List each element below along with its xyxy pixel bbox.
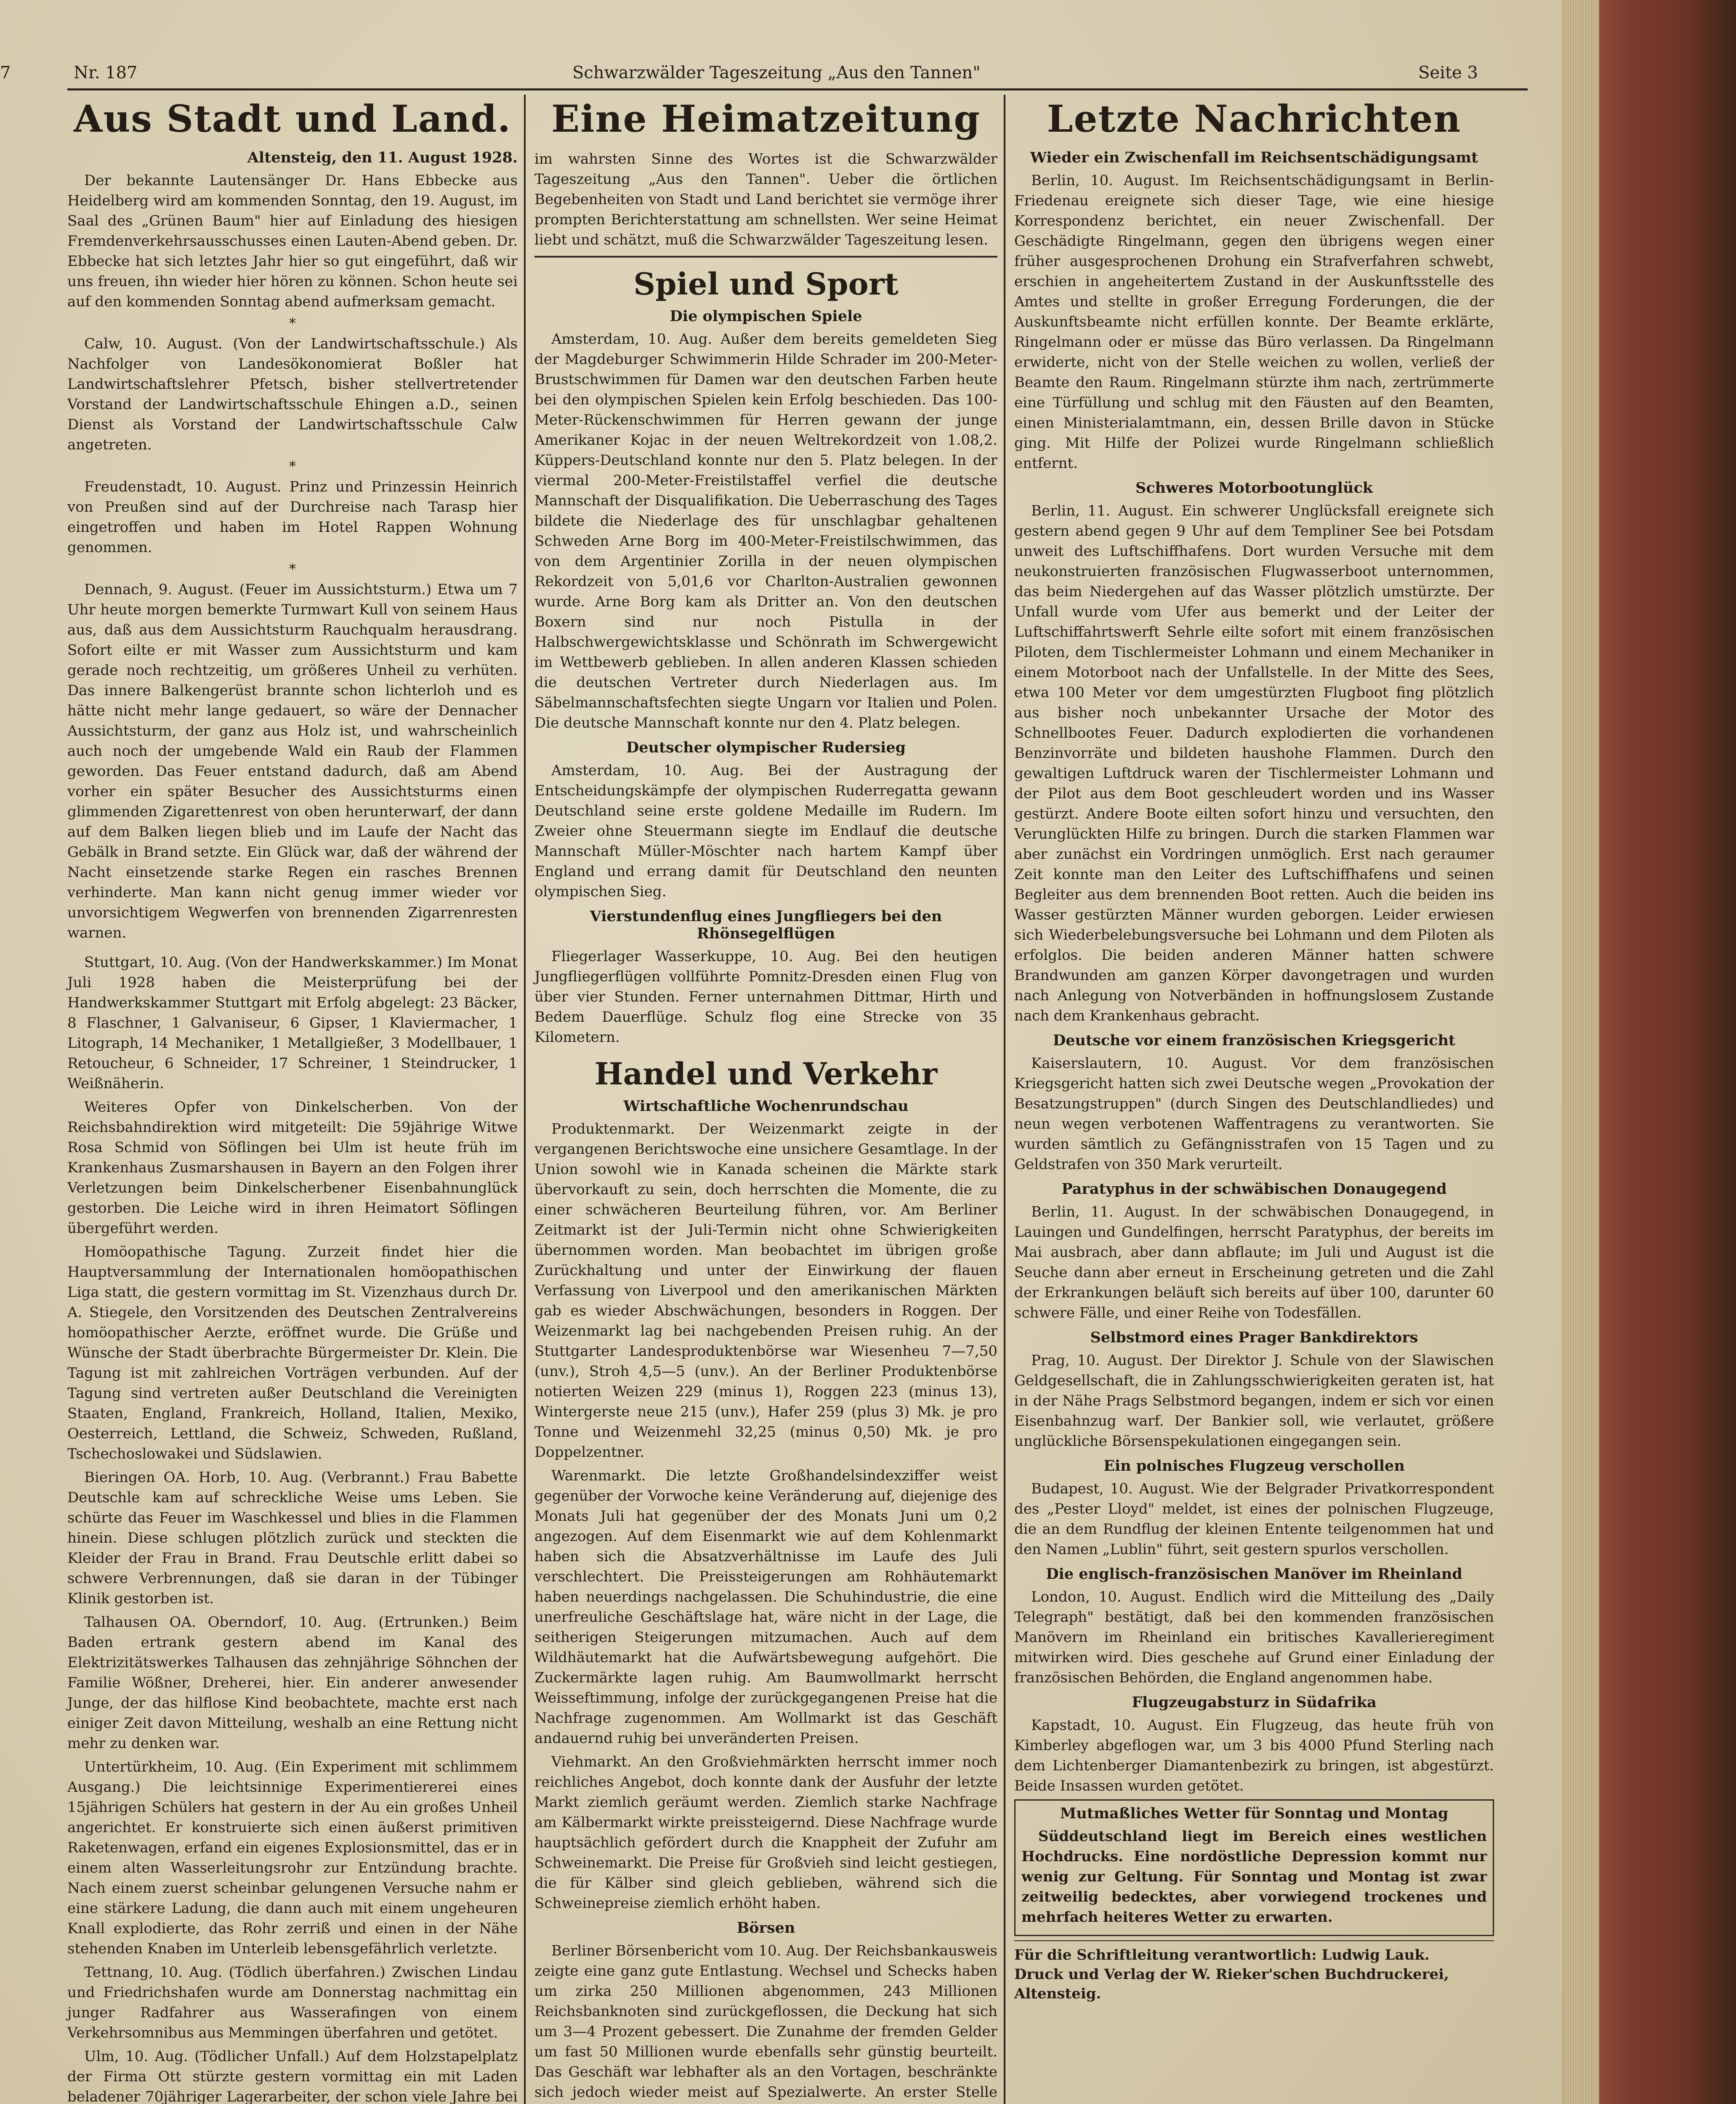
article: Fliegerlager Wasserkuppe, 10. Aug. Bei den heutigen Jungfliegerflügen vollführte Pomnitz-Dresden einen Flug von über vier Stunden. Ferner unternahmen Dittmar, Hirth und Bedem Dauerflüge. Schulz flog eine Strecke von 35 Kilometern. (534, 948, 997, 1046)
column-local-news (67, 97, 518, 2104)
article: Dennach, 9. August. (Feuer im Aussichtsturm.) Etwa um 7 Uhr heute morgen bemerkte Turmwart Kull von seinem Haus aus, daß aus dem Aussichtsturm Rauchqualm herausdrang. Sofort eilte er mit Wasser zum Aussichtsturm und kam gerade noch rechtzeitig, um größeres Unheil zu verhüten. Das innere Balkengerüst brannte schon lichterloh und es hätte nicht mehr lange gedauert, so wäre der Dennacher Aussichtsturm, der ganz aus Holz ist, und wahrscheinlich auch noch der umgebende Wald ein Raub der Flammen geworden. Das Feuer entstand dadurch, daß am Abend vorher ein später Besucher des Aussichtsturms einen glimmenden Zigarettenrest von oben herunterwarf, der dann auf dem Balken liegen blieb und im Laufe der Nacht das Gebälk in Brand setzte. Ein Glück war, daß der während der Nacht einsetzende starke Regen ein rasches Brennen verhinderte. Man kann nicht genug immer wieder vor unvorsichtigem Wegwerfen von brennenden Zigarrenresten warnen. (67, 581, 518, 941)
section-title-sport: Spiel und Sport (633, 266, 899, 302)
subheading: Die englisch-französischen Manöver im Rheinland (1046, 1565, 1462, 1583)
article: Kaiserslautern, 10. August. Vor dem französischen Kriegsgericht hatten sich zwei Deutsche wegen „Provokation der Besatzungstruppen" (durch Singen des Deutschlandliedes) und neun wegen verbotenen Waffentragens zu verantworten. Sie wurden sämtlich zu Gefängnisstrafen von 15 Tagen und zu Geldstrafen von 350 Mark verurteilt. (1014, 1055, 1494, 1173)
article: Berliner Börsenbericht vom 10. Aug. Der Reichsbankausweis zeigte eine ganz gute Entlastung. Wechsel und Schecks haben um zirka 250 Millionen abgenommen, 243 Millionen Reichsbanknoten sind zurückgeflossen, die Deckung hat sich um 3—4 Prozent gebessert. Die Zunahme der fremden Gelder um fast 50 Millionen wurde ebenfalls sehr günstig beurteilt. Das Geschäft war lebhafter als an den Vortagen, beschränkte sich jedoch wieder meist auf Spezialwerte. An erster Stelle (534, 1942, 997, 2101)
editor-credit: Für die Schriftleitung verantwortlich: Ludwig Lauk. (1014, 1947, 1430, 1963)
article: Freudenstadt, 10. August. Prinz und Prinzessin Heinrich von Preußen sind auf der Durchreise nach Tarasp hier eingetroffen und haben im Hotel Rappen Wohnung genommen. (67, 478, 518, 556)
article: Berlin, 11. August. Ein schwerer Unglücksfall ereignete sich gestern abend gegen 9 Uhr auf dem Templiner See bei Potsdam unweit des Luftschiffhafens. Dort wurden Versuche mit dem neukonstruierten französischen Flugwasserboot unternommen, das beim Niedergehen auf das Wasser plötzlich umstürzte. Der Unfall wurde vom Ufer aus bemerkt und der Leiter der Luftschiffahrtswerft Sehrle eilte sofort mit einem französischen Piloten, dem Tischlermeister Lohmann und einem Mechaniker in einem Motorboot nach der Unfallstelle. In der Mitte des Sees, etwa 100 Meter vor dem umgestürzten Flugboot fing plötzlich aus bisher noch unbekannter Ursache der Motor des Schnellbootes Feuer. Dadurch explodierten die vorhandenen Benzinvorräte und bildeten haushohe Flammen. Durch den gewaltigen Luftdruck waren der Tischlermeister Lohmann und der Pilot aus dem Boot geschleudert worden und ins Wasser gestürzt. Andere Boote eilten sofort hinzu und versuchten, den Verunglückten Hilfe zu bringen. Durch die starken Flammen war aber zunächst ein Vordringen unmöglich. Erst nach geraumer Zeit konnte man den Leiter des Luftschiffhafens und seinen Begleiter aus dem brennenden Boot retten. Auch die beiden ins Wasser gestürzten Männer wurden geborgen. Leider erwiesen sich Wiederbelebungsversuche bei Lohmann und dem Piloten als erfolglos. Die beiden anderen Männer hatten schwere Brandwunden am ganzen Körper davongetragen und wurden nach Anlegung von Notverbänden in hoffnungslosem Zustande nach dem Krankenhaus gebracht. (1014, 502, 1494, 1024)
column-latest-news (1014, 97, 1494, 2003)
publisher-credit: Druck und Verlag der W. Rieker'schen Buchdruckerei, Altensteig. (1014, 1966, 1449, 2002)
article: Prag, 10. August. Der Direktor J. Schule von der Slawischen Geldgesellschaft, die in Zahlungsschwierigkeiten geraten ist, hat in der Nähe Prags Selbstmord begangen, indem er sich vor einen Eisenbahnzug warf. Der Bankier soll, wie verlautet, größere unglückliche Börsenspekulationen eingegangen sein. (1014, 1352, 1494, 1450)
subheading: Die olympischen Spiele (670, 308, 862, 325)
dateline: Altensteig, den 11. August 1928. (247, 149, 518, 166)
article: Talhausen OA. Oberndorf, 10. Aug. (Ertrunken.) Beim Baden ertrank gestern abend im Kanal des Elektrizitätswerkes Talhausen das zehnjährige Söhnchen der Familie Wößner, Dreherei, hier. Ein anderer anwesender Junge, der das hilflose Kind beobachtete, machte erst nach einiger Zeit davon Mitteilung, weshalb an eine Rettung nicht mehr zu denken war. (67, 1614, 518, 1752)
article: Untertürkheim, 10. Aug. (Ein Experiment mit schlimmem Ausgang.) Die leichtsinnige Experimentiererei eines 15jährigen Schülers hat gestern in der Au ein großes Unheil angerichtet. Er konstruierte sich einen äußerst primitiven Raketenwagen, erfand ein eigenes Explosionsmittel, das er in einem alten Wasserleitungsrohr zur Entzündung brachte. Nach einem zuerst scheinbar gelungenen Versuche nahm er eine stärkere Ladung, die dann auch mit einem ungeheuren Knall explodierte, das Rohr zerriß und einen in der Nähe stehenden Knaben im Unterleib lebensgefährlich verletzte. (67, 1759, 518, 1957)
section-title-heimatzeitung: Eine Heimatzeitung (551, 97, 981, 141)
separator-star: * (289, 561, 296, 577)
book-binding (1561, 0, 1736, 2104)
section-title-local: Aus Stadt und Land. (74, 97, 511, 141)
subheading: Flugzeugabsturz in Südafrika (1132, 1694, 1377, 1711)
footer-rule (1014, 1940, 1494, 1941)
subheading: Deutscher olympischer Rudersieg (626, 739, 906, 756)
weather-text: Süddeutschland liegt im Bereich eines westlichen Hochdrucks. Eine nordöstliche Depression kommt nur wenig zur Geltung. Für Sonntag und Montag ist zwar zeitweilig bedecktes, aber vorwiegend trockenes und mehrfach heiteres Wetter zu erwarten. (1021, 1828, 1487, 1926)
article: Stuttgart, 10. Aug. (Von der Handwerkskammer.) Im Monat Juli 1928 haben die Meisterprüfung bei der Handwerkskammer Stuttgart mit Erfolg abgelegt: 23 Bäcker, 8 Flaschner, 1 Galvaniseur, 6 Gipser, 1 Klaviermacher, 1 Litograph, 14 Mechaniker, 1 Metallgießer, 3 Modellbauer, 1 Retoucheur, 6 Schneider, 17 Schreiner, 1 Steindrucker, 1 Weißnäherin. (67, 954, 518, 1092)
newspaper-name: Schwarzwälder Tageszeitung „Aus den Tannen" (572, 63, 981, 82)
subheading: Selbstmord eines Prager Bankdirektors (1090, 1329, 1418, 1346)
subheading: Wirtschaftliche Wochenrundschau (623, 1097, 909, 1115)
article: London, 10. August. Endlich wird die Mitteilung des „Daily Telegraph" bestätigt, daß bei den kommenden französischen Manövern im Rheinland ein britisches Kavallerieregiment mitwirken wird. Dies geschehe auf Grund einer Einladung der französischen Behörden, die England angenommen habe. (1014, 1589, 1494, 1686)
article: Viehmarkt. An den Großviehmärkten herrscht immer noch reichliches Angebot, doch konnte dank der Ausfuhr der letzte Markt ziemlich geräumt werden. Ziemlich starke Nachfrage am Kälbermarkt wirkte preissteigernd. Diese Nachfrage wurde hauptsächlich gefördert durch die Knappheit der Zufuhr am Schweinemarkt. Die Preise für Großvieh sind leicht gestiegen, die für Kälber sind gleich geblieben, während sich die Schweinepreise ziemlich erhöht haben. (534, 1753, 997, 1912)
article: Kapstadt, 10. August. Ein Flugzeug, das heute früh von Kimberley abgeflogen war, um 3 bis 4000 Pfund Sterling nach dem Lichtenberger Diamantenbezirk zu bringen, ist abgestürzt. Beide Insassen wurden getötet. (1014, 1717, 1494, 1794)
article: Produktenmarkt. Der Weizenmarkt zeigte in der vergangenen Berichtswoche eine unsichere Gesamtlage. In der Union sowohl wie in Kanada scheinen die Märkte stark übervorkauft zu sein, doch herrschten die Momente, die zu einer schwächeren Beurteilung führen, vor. Am Berliner Zeitmarkt ist der Juli-Termin nicht ohne Schwierigkeiten übernommen worden. Man beobachtet im übrigen große Zurückhaltung und unter der Einwirkung der flauen Verfassung von Liverpool und den amerikanischen Märkten gab es wieder Abschwächungen, besonders in Roggen. Der Weizenmarkt lag bei nachgebenden Preisen ruhig. An der Stuttgarter Landesproduktenbörse war Wiesenheu 7—7,50 (unv.), Stroh 4,5—5 (unv.). An der Berliner Produktenbörse notierten Weizen 229 (minus 1), Roggen 223 (minus 13), Wintergerste neue 215 (unv.), Hafer 259 (plus 3) Mk. je pro Tonne und Weizenmehl 32,25 (minus 0,50) Mk. je pro Doppelzentner. (534, 1121, 997, 1461)
subheading: Börsen (736, 1919, 795, 1937)
article: Amsterdam, 10. Aug. Außer dem bereits gemeldeten Sieg der Magdeburger Schwimmerin Hilde Schrader im 200-Meter-Brustschwimmen für Damen war den deutschen Farben heute bei den olympischen Spielen kein Erfolg beschieden. Das 100-Meter-Rückenschwimmen für Herren gewann der junge Amerikaner Kojac in der neuen Weltrekordzeit von 1.08,2. Küppers-Deutschland konnte nur den 5. Platz belegen. In der viermal 200-Meter-Freistilstaffel verfiel die deutsche Mannschaft der Disqualifikation. Die Ueberraschung des Tages bildete die Niederlage des für unschlagbar gehaltenen Schweden Arne Borg im 400-Meter-Freistilschwimmen, das von dem Argentinier Zorilla in der neuen olympischen Rekordzeit von 5,01,6 vor Charlton-Australien gewonnen wurde. Arne Borg kam als Dritter an. Von den deutschen Boxern sind nur noch Pistulla in der Halbschwergewichtsklasse und Schönrath im Schwergewicht im Wettbewerb geblieben. In allen anderen Klassen schieden die deutschen Vertreter durch Niederlagen aus. Im Säbelmannschaftsfechten siegte Ungarn vor Italien und Polen. Die deutsche Mannschaft konnte nur den 4. Platz belegen. (534, 331, 997, 731)
section-title-trade: Handel und Verkehr (594, 1056, 938, 1092)
subheading: Deutsche vor einem französischen Kriegsgericht (1053, 1032, 1456, 1049)
subheading: Schweres Motorbootunglück (1135, 479, 1373, 497)
subheading: Paratyphus in der schwäbischen Donaugegend (1061, 1180, 1447, 1198)
article: Homöopathische Tagung. Zurzeit findet hier die Hauptversammlung der Internationalen homöopathischen Liga statt, die gestern vormittag im St. Vizenzhaus durch Dr. A. Stiegele, den Vorsitzenden des Deutschen Zentralvereins homöopathischer Aerzte, eröffnet wurde. Die Grüße und Wünsche der Stadt überbrachte Bürgermeister Dr. Klein. Die Tagung ist mit zahlreichen Vorträgen verbunden. Auf der Tagung sind vertreten außer Deutschland die Vereinigten Staaten, England, Frankreich, Holland, Italien, Mexiko, Oesterreich, Lettland, die Schweiz, Schweden, Rußland, Tschechoslowakei und Südslawien. (67, 1243, 518, 1462)
article: Amsterdam, 10. Aug. Bei der Austragung der Entscheidungskämpfe der olympischen Ruderregatta gewann Deutschland seine erste goldene Medaille im Rudern. Im Zweier ohne Steuermann siegte im Endlauf die deutsche Mannschaft Müller-Möschter nach hartem Kampf über England und errang damit für Deutschland den neunten olympischen Sieg. (534, 762, 997, 900)
page-edge-mark: 7 (0, 63, 11, 82)
subheading: Ein polnisches Flugzeug verschollen (1103, 1457, 1405, 1474)
article: Calw, 10. August. (Von der Landwirtschaftsschule.) Als Nachfolger von Landesökonomierat Boßler hat Landwirtschaftslehrer Pfetsch, bisher stellvertretender Vorstand der Landwirtschaftsschule Ehingen a.D., seinen Dienst als Vorstand der Landwirtschaftsschule Calw angetreten. (67, 335, 518, 453)
promo-text: im wahrsten Sinne des Wortes ist die Schwarzwälder Tageszeitung „Aus den Tannen". Ueber die örtlichen Begebenheiten von Stadt und Land berichtet sie vermöge ihrer prompten Berichterstattung am schnellsten. Wer seine Heimat liebt und schätzt, muß die Schwarzwälder Tageszeitung lesen. (534, 151, 997, 248)
column-sport-trade (534, 97, 997, 2104)
column-divider-2 (1004, 95, 1005, 2104)
subheading: Vierstundenflug eines Jungfliegers bei den Rhönsegelflügen (590, 908, 942, 942)
article: Warenmarkt. Die letzte Großhandelsindexziffer weist gegenüber der Vorwoche keine Veränderung auf, diejenige des Monats Juli hat gegenüber der des Monats Juni um 0,2 angezogen. Auf dem Eisenmarkt wie auf dem Kohlenmarkt haben sich die Absatzverhältnisse im Laufe des Juli verschlechtert. Die Preissteigerungen am Rohhäutemarkt haben neuerdings nachgelassen. Die Schuhindustrie, die eine unerfreuliche Geschäftslage hat, wäre nicht in der Lage, die seitherigen Steigerungen mitzumachen. Auch auf dem Wildhäutemarkt hat die Aufwärtsbewegung aufgehört. Die Zuckermärkte lagen ruhig. Am Baumwollmarkt herrscht Weisseftimmung, infolge der zurückgegangenen Preise hat die Nachfrage zugenommen. Am Wollmarkt ist das Geschäft andauernd ruhig bei unveränderten Preisen. (534, 1467, 997, 1747)
separator-star: * (289, 458, 296, 474)
masthead-rule (67, 88, 1528, 90)
section-title-latest: Letzte Nachrichten (1047, 97, 1462, 141)
article: Tettnang, 10. Aug. (Tödlich überfahren.) Zwischen Lindau und Friedrichshafen wurde am Donnerstag nachmittag ein junger Radfahrer aus Wasserafingen von einem Verkehrsomnibus aus Memmingen überfahren und getötet. (67, 1964, 518, 2041)
separator-star: * (289, 315, 296, 331)
weather-title: Mutmaßliches Wetter für Sonntag und Montag (1060, 1805, 1449, 1822)
section-rule (534, 256, 997, 258)
page-number: Seite 3 (1418, 63, 1478, 82)
subheading: Wieder ein Zwischenfall im Reichsentschädigungsamt (1030, 149, 1478, 166)
article: Weiteres Opfer von Dinkelscherben. Von der Reichsbahndirektion wird mitgeteilt: Die 59jährige Witwe Rosa Schmid von Söflingen bei Ulm ist heute früh im Krankenhaus Zusmarshausen in Bayern an den Folgen ihrer Verletzungen beim Dinkelscherbener Eisenbahnunglück gestorben. Die Leiche wird in ihren Heimatort Söflingen übergeführt werden. (67, 1099, 518, 1237)
article: Berlin, 11. August. In der schwäbischen Donaugegend, in Lauingen und Gundelfingen, herrscht Paratyphus, der bereits im Mai ausbrach, aber dann abflaute; im Juli und August ist die Seuche dann aber erneut in Erscheinung getreten und die Zahl der Erkrankungen beläuft sich bereits auf über 100, darunter 60 schwere Fälle, und einer Reihe von Todesfällen. (1014, 1203, 1494, 1321)
weather-box (1014, 1799, 1494, 1936)
issue-number: Nr. 187 (74, 63, 138, 82)
article: Budapest, 10. August. Wie der Belgrader Privatkorrespondent des „Pester Lloyd" meldet, ist eines der polnischen Flugzeuge, die an dem Rundflug der kleinen Entente teilgenommen hat und den Namen „Lublin" führt, seit gestern spurlos verschollen. (1014, 1480, 1494, 1558)
article: Bieringen OA. Horb, 10. Aug. (Verbrannt.) Frau Babette Deutschle kam auf schreckliche Weise ums Leben. Sie schürte das Feuer im Waschkessel und blies in die Flammen hinein. Diese schlugen plötzlich zurück und steckten die Kleider der Frau in Brand. Frau Deutschle erlitt dabei so schwere Verbrennungen, daß sie daran in der Tübinger Klinik gestorben ist. (67, 1469, 518, 1607)
article: Ulm, 10. Aug. (Tödlicher Unfall.) Auf dem Holzstapelplatz der Firma Ott stürzte gestern vormittag ein mit Laden beladener 70jähriger Lagerarbeiter, der schon viele Jahre bei (67, 2048, 518, 2104)
column-divider-1 (524, 95, 526, 2104)
article: Der bekannte Lautensänger Dr. Hans Ebbecke aus Heidelberg wird am kommenden Sonntag, den 19. August, im Saal des „Grünen Baum" hier auf Einladung des hiesigen Fremdenverkehrsausschusses einen Lauten-Abend geben. Dr. Ebbecke hat sich letztes Jahr hier so gut eingeführt, daß wir uns freuen, ihn wieder hier hören zu können. Schon heute sei auf den kommenden Sonntag abend aufmerksam gemacht. (67, 172, 518, 310)
article: Berlin, 10. August. Im Reichsentschädigungsamt in Berlin-Friedenau ereignete sich dieser Tage, wie eine hiesige Korrespondenz berichtet, ein neuer Zwischenfall. Der Geschädigte Ringelmann, gegen den übrigens wegen einer früher ausgesprochenen Drohung ein Strafverfahren schwebt, erschien in angeheitertem Zustand in der Auskunftsstelle des Amtes und stellte in großer Erregung Forderungen, die der Auskunftsbeamte nicht erfüllen konnte. Der Beamte erklärte, Ringelmann oder er müsse das Büro verlassen. Da Ringelmann erwiderte, nicht von der Stelle weichen zu wollen, verließ der Beamte den Raum. Ringelmann stürzte ihm nach, zertrümmerte eine Türfüllung und schlug mit den Fäusten auf den Beamten, einen Ministerialamtmann, ein, dessen Brille davon in Stücke ging. Mit Hilfe der Polizei wurde Ringelmann schließlich entfernt. (1014, 172, 1494, 472)
